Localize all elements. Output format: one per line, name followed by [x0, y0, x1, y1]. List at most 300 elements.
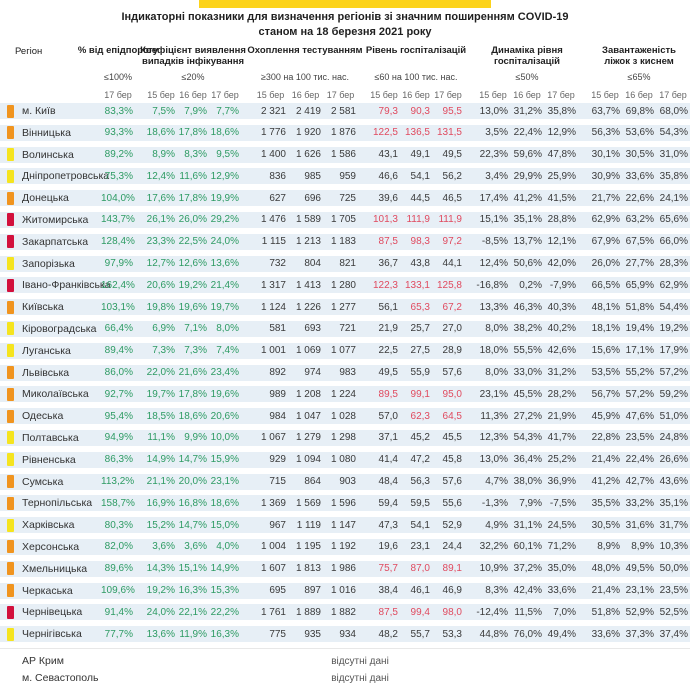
detection-coef-value: 15,2%: [146, 519, 175, 531]
hospitalization-rate-value: 57,6: [442, 367, 462, 379]
detection-coef-value: 12,9%: [210, 170, 239, 182]
oxygen-beds-value: 21,7%: [591, 192, 620, 204]
oxygen-beds-value: 30,9%: [591, 170, 620, 182]
hospitalization-dynamic-value: 41,2%: [513, 192, 542, 204]
testing-coverage-value: 1 213: [295, 236, 321, 248]
risk-level-indicator: [7, 562, 14, 575]
table-row: [0, 365, 690, 381]
hospitalization-rate-value: 47,3: [378, 519, 398, 531]
testing-coverage-value: 1 280: [330, 279, 356, 291]
detection-coef-value: 17,8%: [178, 388, 207, 400]
testing-coverage-value: 929: [269, 454, 286, 466]
epid-threshold-value: 92,7%: [104, 388, 133, 400]
hospitalization-rate-value: 79,3: [378, 105, 398, 117]
hospitalization-rate-value: 111,9: [406, 214, 430, 226]
risk-level-indicator: [7, 431, 14, 444]
testing-coverage-value: 1 004: [260, 541, 286, 553]
testing-coverage-value: 725: [339, 192, 356, 204]
epid-threshold-value: 91,4%: [104, 606, 133, 618]
oxygen-beds-value: 8,9%: [597, 541, 620, 553]
risk-level-indicator: [7, 519, 14, 532]
epid-threshold-value: 66,4%: [104, 323, 133, 335]
region-name: Житомирська: [22, 213, 89, 226]
detection-coef-value: 19,7%: [146, 388, 175, 400]
detection-coef-value: 14,7%: [178, 519, 207, 531]
hospitalization-dynamic-value: 13,0%: [479, 454, 508, 466]
oxygen-beds-value: 33,6%: [591, 628, 620, 640]
table-row: [0, 474, 690, 490]
detection-coef-value: 15,9%: [210, 454, 239, 466]
hospitalization-dynamic-value: 25,2%: [547, 454, 576, 466]
page-title: [0, 10, 690, 40]
epid-threshold-value: 97,9%: [104, 258, 133, 270]
table-row: [0, 125, 690, 141]
hospitalization-rate-value: 59,4: [378, 497, 398, 509]
table-footer: [0, 648, 690, 687]
column-group-label: Завантаженість ліжок з киснем: [602, 45, 676, 67]
testing-coverage-value: 984: [269, 410, 286, 422]
risk-level-indicator: [7, 497, 14, 510]
risk-level-indicator: [7, 388, 14, 401]
hospitalization-rate-value: 95,0: [442, 388, 462, 400]
hospitalization-rate-value: 19,6: [378, 541, 398, 553]
hospitalization-dynamic-value: 27,2%: [513, 410, 542, 422]
hospitalization-rate-value: 122,3: [372, 279, 398, 291]
date-header: 15 бер: [147, 89, 175, 100]
oxygen-beds-value: 17,9%: [659, 345, 688, 357]
hospitalization-rate-value: 46,6: [378, 170, 398, 182]
hospitalization-rate-value: 52,9: [442, 519, 462, 531]
testing-coverage-value: 903: [339, 476, 356, 488]
oxygen-beds-value: 31,7%: [659, 519, 688, 531]
testing-coverage-value: 1 016: [330, 585, 356, 597]
risk-level-indicator: [7, 584, 14, 597]
testing-coverage-value: 821: [339, 258, 356, 270]
hospitalization-dynamic-value: 31,1%: [513, 519, 542, 531]
detection-coef-value: 7,5%: [152, 105, 175, 117]
detection-coef-value: 7,1%: [184, 323, 207, 335]
detection-coef-value: 15,1%: [178, 563, 207, 575]
hospitalization-dynamic-value: 76,0%: [513, 628, 542, 640]
detection-coef-value: 8,3%: [184, 149, 207, 161]
testing-coverage-value: 1 069: [295, 345, 321, 357]
oxygen-beds-value: 21,4%: [591, 585, 620, 597]
testing-coverage-value: 1 119: [296, 519, 321, 531]
epid-threshold-value: 113,2%: [101, 476, 135, 488]
hospitalization-rate-value: 49,5: [442, 149, 462, 161]
epid-threshold-value: 94,9%: [104, 432, 133, 444]
hospitalization-rate-value: 48,4: [378, 476, 398, 488]
oxygen-beds-value: 68,0%: [659, 105, 688, 117]
hospitalization-dynamic-value: 42,4%: [513, 585, 542, 597]
detection-coef-value: 18,6%: [146, 127, 175, 139]
oxygen-beds-value: 18,1%: [591, 323, 620, 335]
hospitalization-dynamic-value: 28,8%: [547, 214, 576, 226]
oxygen-beds-value: 35,1%: [659, 497, 688, 509]
oxygen-beds-value: 51,8%: [625, 301, 654, 313]
oxygen-beds-value: 62,9%: [659, 279, 688, 291]
hospitalization-dynamic-value: 36,9%: [547, 476, 576, 488]
date-header: 16 бер: [291, 89, 320, 100]
detection-coef-value: 20,6%: [146, 279, 175, 291]
hospitalization-dynamic-value: 22,4%: [513, 127, 542, 139]
hospitalization-rate-value: 46,9: [442, 585, 462, 597]
testing-coverage-value: 1 369: [260, 497, 286, 509]
hospitalization-dynamic-value: 42,0%: [547, 258, 576, 270]
hospitalization-dynamic-value: 45,5%: [513, 388, 542, 400]
testing-coverage-value: 1 094: [295, 454, 321, 466]
hospitalization-rate-value: 27,5: [410, 345, 430, 357]
hospitalization-rate-value: 37,1: [378, 432, 398, 444]
date-header: 16 бер: [402, 89, 430, 100]
testing-coverage-value: 1 813: [295, 563, 321, 575]
hospitalization-dynamic-value: 7,0%: [553, 606, 576, 618]
epid-threshold-value: 83,3%: [104, 105, 133, 117]
testing-coverage-value: 1 195: [295, 541, 321, 553]
hospitalization-dynamic-value: 12,4%: [479, 258, 508, 270]
hospitalization-dynamic-value: 8,3%: [485, 585, 508, 597]
testing-coverage-value: 721: [339, 323, 356, 335]
detection-coef-value: 11,1%: [147, 432, 175, 444]
hospitalization-dynamic-value: 55,5%: [513, 345, 542, 357]
hospitalization-dynamic-value: 33,0%: [513, 367, 542, 379]
detection-coef-value: 12,4%: [146, 170, 175, 182]
hospitalization-rate-value: 45,8: [442, 454, 462, 466]
title-accent-bar: [199, 0, 491, 8]
date-header: 16 бер: [179, 89, 207, 100]
detection-coef-value: 14,9%: [210, 563, 239, 575]
detection-coef-value: 8,9%: [152, 149, 175, 161]
hospitalization-rate-value: 111,9: [438, 214, 462, 226]
detection-coef-value: 15,0%: [210, 519, 239, 531]
hospitalization-dynamic-value: -7,5%: [549, 497, 576, 509]
detection-coef-value: 16,8%: [178, 497, 207, 509]
detection-coef-value: 7,4%: [216, 345, 239, 357]
testing-coverage-value: 1 876: [330, 127, 356, 139]
table-row: [0, 561, 690, 577]
hospitalization-dynamic-value: 32,2%: [479, 541, 508, 553]
date-header: 16 бер: [625, 89, 653, 100]
hospitalization-dynamic-value: 28,2%: [547, 388, 576, 400]
hospitalization-rate-value: 49,1: [410, 149, 430, 161]
detection-coef-value: 12,7%: [146, 258, 175, 270]
hospitalization-dynamic-value: 11,3%: [480, 410, 508, 422]
column-threshold: ≤20%: [181, 72, 205, 82]
risk-level-indicator: [7, 192, 14, 205]
detection-coef-value: 19,7%: [210, 301, 239, 313]
hospitalization-dynamic-value: 11,5%: [514, 606, 542, 618]
table-row: [0, 256, 690, 272]
epid-threshold-value: 109,6%: [101, 585, 135, 597]
risk-level-indicator: [7, 322, 14, 335]
risk-level-indicator: [7, 540, 14, 553]
region-name: Волинська: [22, 148, 74, 161]
testing-coverage-value: 1 183: [330, 236, 356, 248]
date-header: 17 бер: [104, 89, 132, 100]
oxygen-beds-value: 52,5%: [659, 606, 688, 618]
column-group-label: Охоплення тестуванням: [247, 45, 363, 56]
detection-coef-value: 21,4%: [210, 279, 239, 291]
oxygen-beds-value: 26,0%: [591, 258, 620, 270]
risk-level-indicator: [7, 475, 14, 488]
hospitalization-dynamic-value: 10,9%: [479, 563, 508, 575]
table-row: [0, 452, 690, 468]
detection-coef-value: 17,8%: [178, 127, 207, 139]
testing-coverage-value: 1 124: [260, 301, 286, 313]
testing-coverage-value: 1 761: [260, 606, 286, 618]
region-name: Хмельницька: [22, 562, 88, 575]
column-threshold: ≤50%: [515, 72, 539, 82]
testing-coverage-value: 1 626: [295, 149, 321, 161]
oxygen-beds-value: 53,5%: [591, 367, 620, 379]
testing-coverage-value: 1 920: [295, 127, 321, 139]
testing-coverage-value: 934: [339, 628, 356, 640]
no-data-note: відсутні дані: [331, 655, 389, 667]
region-name: Дніпропетровська: [22, 170, 110, 183]
column-group-label: Коефіцієнт виявлення випадків інфікування: [140, 45, 246, 67]
epid-threshold-value: 82,0%: [104, 541, 133, 553]
epid-threshold-value: 95,4%: [104, 410, 133, 422]
oxygen-beds-value: 65,9%: [625, 279, 654, 291]
oxygen-beds-value: 28,3%: [659, 258, 688, 270]
risk-level-indicator: [7, 410, 14, 423]
epid-threshold-value: 75,3%: [104, 170, 133, 182]
hospitalization-rate-value: 24,4: [442, 541, 462, 553]
date-header: 17 бер: [211, 89, 239, 100]
detection-coef-value: 22,1%: [178, 606, 207, 618]
detection-coef-value: 18,6%: [178, 410, 207, 422]
testing-coverage-value: 1 705: [330, 214, 356, 226]
hospitalization-rate-value: 27,0: [442, 323, 462, 335]
oxygen-beds-value: 67,9%: [591, 236, 620, 248]
detection-coef-value: 19,2%: [178, 279, 207, 291]
testing-coverage-value: 864: [304, 476, 321, 488]
detection-coef-value: 19,8%: [146, 301, 175, 313]
testing-coverage-value: 985: [304, 170, 321, 182]
hospitalization-dynamic-value: 44,8%: [479, 628, 508, 640]
oxygen-beds-value: 15,6%: [591, 345, 620, 357]
hospitalization-rate-value: 55,9: [410, 367, 430, 379]
detection-coef-value: 3,6%: [152, 541, 175, 553]
table-row: [0, 653, 690, 670]
oxygen-beds-value: 51,8%: [591, 606, 620, 618]
detection-coef-value: 14,9%: [146, 454, 175, 466]
oxygen-beds-value: 48,1%: [591, 301, 620, 313]
hospitalization-rate-value: 49,5: [378, 367, 398, 379]
testing-coverage-value: 693: [304, 323, 321, 335]
detection-coef-value: 29,2%: [210, 214, 239, 226]
oxygen-beds-value: 23,5%: [625, 432, 654, 444]
hospitalization-rate-value: 44,5: [410, 192, 430, 204]
oxygen-beds-value: 30,1%: [591, 149, 620, 161]
hospitalization-rate-value: 56,1: [378, 301, 398, 313]
testing-coverage-value: 1 192: [330, 541, 356, 553]
oxygen-beds-value: 26,6%: [659, 454, 688, 466]
epid-threshold-value: 103,1%: [101, 301, 135, 313]
table-row: [0, 517, 690, 533]
oxygen-beds-value: 22,4%: [625, 454, 654, 466]
hospitalization-rate-value: 45,5: [442, 432, 462, 444]
oxygen-beds-value: 19,4%: [625, 323, 654, 335]
region-name: Луганська: [22, 344, 71, 357]
oxygen-beds-value: 45,9%: [591, 410, 620, 422]
oxygen-beds-value: 35,5%: [591, 497, 620, 509]
oxygen-beds-value: 54,3%: [659, 127, 688, 139]
testing-coverage-value: 732: [269, 258, 286, 270]
oxygen-beds-value: 66,0%: [659, 236, 688, 248]
region-name: АР Крим: [22, 655, 64, 668]
detection-coef-value: 24,0%: [210, 236, 239, 248]
hospitalization-dynamic-value: 35,0%: [547, 563, 576, 575]
detection-coef-value: 19,9%: [210, 192, 239, 204]
hospitalization-rate-value: 98,0: [442, 606, 462, 618]
testing-coverage-value: 1 586: [330, 149, 356, 161]
detection-coef-value: 7,9%: [184, 105, 207, 117]
detection-coef-value: 19,6%: [178, 301, 207, 313]
epid-threshold-value: 89,2%: [104, 149, 133, 161]
oxygen-beds-value: 43,6%: [659, 476, 688, 488]
region-name: Миколаївська: [22, 388, 89, 401]
hospitalization-dynamic-value: 0,2%: [519, 279, 542, 291]
testing-coverage-value: 1 077: [330, 345, 356, 357]
testing-coverage-value: 989: [269, 388, 286, 400]
hospitalization-rate-value: 38,4: [378, 585, 398, 597]
region-name: Полтавська: [22, 431, 79, 444]
table-row: [0, 583, 690, 599]
risk-level-indicator: [7, 257, 14, 270]
oxygen-beds-value: 24,8%: [659, 432, 688, 444]
region-name: Львівська: [22, 366, 70, 379]
hospitalization-rate-value: 55,7: [410, 628, 430, 640]
hospitalization-dynamic-value: -8,5%: [481, 236, 508, 248]
hospitalization-rate-value: 56,2: [442, 170, 462, 182]
hospitalization-rate-value: 99,1: [410, 388, 430, 400]
oxygen-beds-value: 57,2%: [625, 388, 654, 400]
table-row: [0, 212, 690, 228]
region-name: Кіровоградська: [22, 322, 97, 335]
hospitalization-rate-value: 136,5: [404, 127, 430, 139]
detection-coef-value: 17,8%: [178, 192, 207, 204]
detection-coef-value: 26,1%: [146, 214, 175, 226]
region-name: Херсонська: [22, 540, 80, 553]
oxygen-beds-value: 67,5%: [625, 236, 654, 248]
oxygen-beds-value: 19,2%: [659, 323, 688, 335]
date-header: 15 бер: [479, 89, 507, 100]
hospitalization-dynamic-value: 31,2%: [513, 105, 542, 117]
testing-coverage-value: 1 224: [330, 388, 356, 400]
region-name: Рівненська: [22, 453, 76, 466]
hospitalization-dynamic-value: 41,5%: [547, 192, 576, 204]
region-name: Запорізька: [22, 257, 75, 270]
risk-level-indicator: [7, 366, 14, 379]
column-header-region: Регіон: [15, 46, 43, 57]
oxygen-beds-value: 37,4%: [659, 628, 688, 640]
table-row: [0, 147, 690, 163]
hospitalization-rate-value: 28,9: [442, 345, 462, 357]
date-header: 15 бер: [370, 89, 398, 100]
hospitalization-rate-value: 45,2: [410, 432, 430, 444]
hospitalization-rate-value: 90,3: [410, 105, 430, 117]
risk-level-indicator: [7, 606, 14, 619]
hospitalization-dynamic-value: 47,8%: [547, 149, 576, 161]
detection-coef-value: 23,1%: [210, 476, 239, 488]
region-name: Черкаська: [22, 584, 73, 597]
testing-coverage-value: 1 589: [295, 214, 321, 226]
epid-threshold-value: 86,0%: [104, 367, 133, 379]
hospitalization-rate-value: 46,5: [442, 192, 462, 204]
hospitalization-dynamic-value: 71,2%: [547, 541, 576, 553]
table-row: [0, 343, 690, 359]
table-row: [0, 321, 690, 337]
hospitalization-rate-value: 48,2: [378, 628, 398, 640]
hospitalization-dynamic-value: 12,3%: [479, 432, 508, 444]
detection-coef-value: 4,0%: [216, 541, 239, 553]
hospitalization-rate-value: 21,9: [378, 323, 398, 335]
hospitalization-dynamic-value: 15,1%: [479, 214, 508, 226]
detection-coef-value: 7,7%: [216, 105, 239, 117]
testing-coverage-value: 897: [304, 585, 321, 597]
table-row: [0, 604, 690, 620]
hospitalization-rate-value: 57,6: [442, 476, 462, 488]
detection-coef-value: 20,0%: [178, 476, 207, 488]
testing-coverage-value: 696: [304, 192, 321, 204]
hospitalization-dynamic-value: -12,4%: [476, 606, 508, 618]
risk-level-indicator: [7, 344, 14, 357]
oxygen-beds-value: 41,2%: [591, 476, 620, 488]
oxygen-beds-value: 50,0%: [659, 563, 688, 575]
epid-threshold-value: 77,7%: [104, 628, 133, 640]
table-row: [0, 408, 690, 424]
hospitalization-dynamic-value: 18,0%: [479, 345, 508, 357]
detection-coef-value: 18,6%: [210, 497, 239, 509]
column-group-label: % від епідпорогу: [77, 45, 159, 56]
oxygen-beds-value: 31,6%: [625, 519, 654, 531]
hospitalization-dynamic-value: 3,5%: [485, 127, 508, 139]
hospitalization-rate-value: 43,8: [410, 258, 430, 270]
oxygen-beds-value: 66,5%: [591, 279, 620, 291]
risk-level-indicator: [7, 126, 14, 139]
hospitalization-dynamic-value: 49,4%: [547, 628, 576, 640]
hospitalization-rate-value: 46,1: [410, 585, 430, 597]
hospitalization-rate-value: 99,4: [410, 606, 430, 618]
oxygen-beds-value: 65,6%: [659, 214, 688, 226]
detection-coef-value: 13,6%: [146, 628, 175, 640]
hospitalization-rate-value: 97,2: [442, 236, 462, 248]
date-header: 15 бер: [591, 89, 619, 100]
testing-coverage-value: 2 321: [260, 105, 286, 117]
hospitalization-dynamic-value: -1,3%: [481, 497, 508, 509]
hospitalization-dynamic-value: 23,1%: [479, 388, 508, 400]
hospitalization-dynamic-value: 12,9%: [547, 127, 576, 139]
hospitalization-rate-value: 95,5: [442, 105, 462, 117]
hospitalization-rate-value: 44,1: [442, 258, 462, 270]
risk-level-indicator: [7, 148, 14, 161]
detection-coef-value: 22,5%: [178, 236, 207, 248]
table-row: [0, 103, 690, 119]
testing-coverage-value: 1 208: [295, 388, 321, 400]
detection-coef-value: 3,6%: [184, 541, 207, 553]
hospitalization-rate-value: 65,3: [410, 301, 430, 313]
table-row: [0, 168, 690, 184]
detection-coef-value: 18,6%: [210, 127, 239, 139]
hospitalization-dynamic-value: 40,3%: [547, 301, 576, 313]
detection-coef-value: 21,1%: [146, 476, 175, 488]
testing-coverage-value: 1 986: [330, 563, 356, 575]
testing-coverage-value: 1 279: [295, 432, 321, 444]
epid-threshold-value: 86,3%: [104, 454, 133, 466]
hospitalization-rate-value: 43,1: [378, 149, 398, 161]
oxygen-beds-value: 31,0%: [659, 149, 688, 161]
